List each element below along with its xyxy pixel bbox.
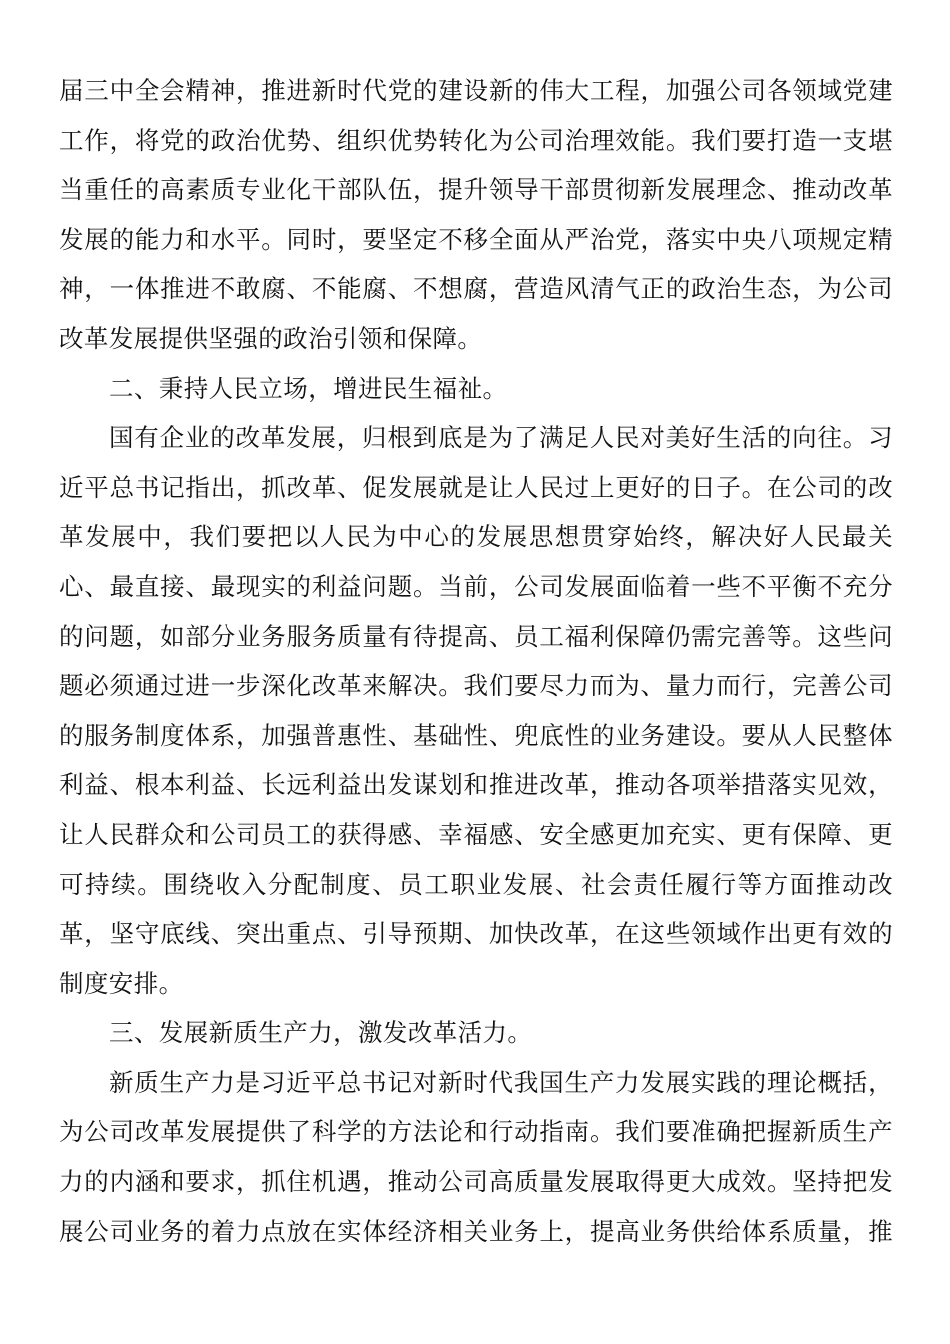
paragraph-line: 改革发展提供坚强的政治引领和保障。 bbox=[59, 323, 483, 353]
paragraph-line: 国有企业的改革发展，归根到底是为了满足人民对美好生活的向往。习 bbox=[109, 423, 893, 453]
paragraph-line: 革，坚守底线、突出重点、引导预期、加快改革，在这些领域作出更有效的 bbox=[59, 919, 893, 949]
paragraph-line: 力的内涵和要求，抓住机遇，推动公司高质量发展取得更大成效。坚持把发 bbox=[59, 1167, 893, 1197]
paragraph-line: 工作，将党的政治优势、组织优势转化为公司治理效能。我们要打造一支堪 bbox=[59, 125, 893, 155]
section-heading-two: 二、秉持人民立场，增进民生福祉。 bbox=[109, 373, 508, 403]
paragraph-line: 新质生产力是习近平总书记对新时代我国生产力发展实践的理论概括， bbox=[109, 1067, 893, 1097]
paragraph-line: 可持续。围绕收入分配制度、员工职业发展、社会责任履行等方面推动改 bbox=[59, 869, 893, 899]
paragraph-line: 让人民群众和公司员工的获得感、幸福感、安全感更加充实、更有保障、更 bbox=[59, 819, 893, 849]
paragraph-line: 神，一体推进不敢腐、不能腐、不想腐，营造风清气正的政治生态，为公司 bbox=[59, 274, 893, 304]
paragraph-line: 展公司业务的着力点放在实体经济相关业务上，提高业务供给体系质量，推 bbox=[59, 1216, 893, 1246]
paragraph-line: 制度安排。 bbox=[59, 968, 184, 998]
paragraph-line: 当重任的高素质专业化干部队伍，提升领导干部贯彻新发展理念、推动改革 bbox=[59, 175, 893, 205]
paragraph-line: 的问题，如部分业务服务质量有待提高、员工福利保障仍需完善等。这些问 bbox=[59, 621, 893, 651]
paragraph-line: 近平总书记指出，抓改革、促发展就是让人民过上更好的日子。在公司的改 bbox=[59, 472, 893, 502]
paragraph-line: 心、最直接、最现实的利益问题。当前，公司发展面临着一些不平衡不充分 bbox=[59, 571, 893, 601]
section-heading-three: 三、发展新质生产力，激发改革活力。 bbox=[109, 1018, 533, 1048]
paragraph-line: 的服务制度体系，加强普惠性、基础性、兜底性的业务建设。要从人民整体 bbox=[59, 720, 893, 750]
paragraph-line: 题必须通过进一步深化改革来解决。我们要尽力而为、量力而行，完善公司 bbox=[59, 671, 893, 701]
paragraph-line: 届三中全会精神，推进新时代党的建设新的伟大工程，加强公司各领域党建 bbox=[59, 76, 893, 105]
document-body bbox=[59, 66, 893, 1256]
paragraph-line: 利益、根本利益、长远利益出发谋划和推进改革，推动各项举措落实见效， bbox=[59, 770, 893, 800]
paragraph-line: 为公司改革发展提供了科学的方法论和行动指南。我们要准确把握新质生产 bbox=[59, 1117, 893, 1147]
paragraph-line: 革发展中，我们要把以人民为中心的发展思想贯穿始终，解决好人民最关 bbox=[59, 522, 893, 552]
paragraph-line: 发展的能力和水平。同时，要坚定不移全面从严治党，落实中央八项规定精 bbox=[59, 224, 893, 254]
